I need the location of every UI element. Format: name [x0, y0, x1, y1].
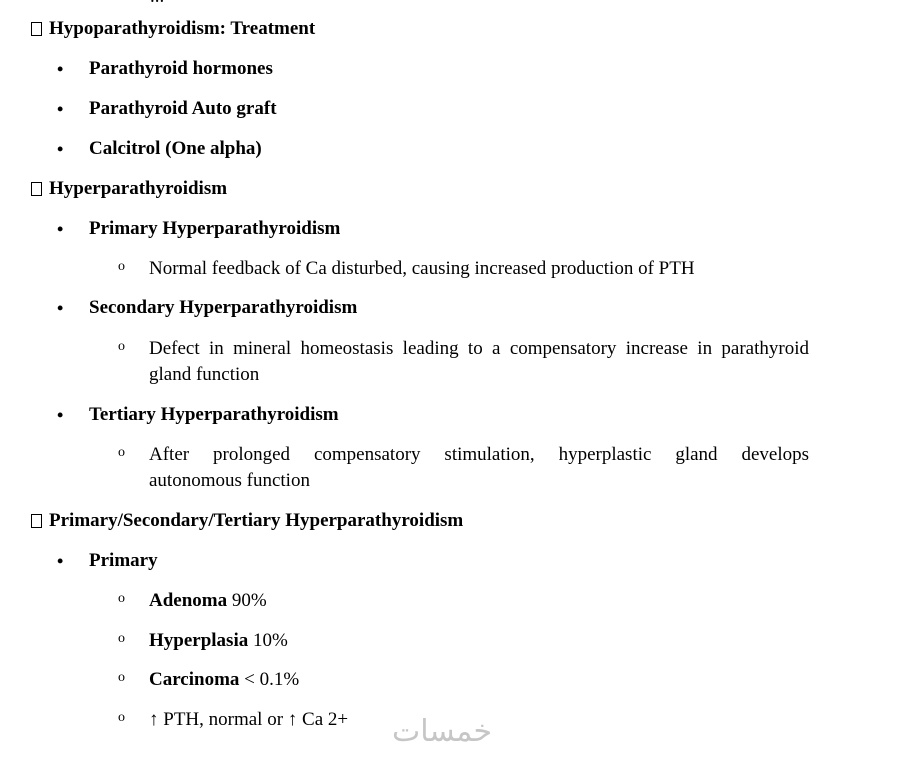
sub-list-item-line: Defect in mineral homeostasis leading to a compensatory increase in parathyroid — [149, 338, 809, 359]
bullet-icon: • — [57, 404, 64, 425]
term: Carcinoma — [149, 669, 240, 690]
term-value: < 0.1% — [239, 669, 300, 690]
bullet-icon: • — [57, 58, 64, 79]
list-item — [57, 218, 340, 240]
section-title: Primary/Secondary/Tertiary Hyperparathyroidism — [49, 510, 464, 531]
list-item-label: Tertiary Hyperparathyroidism — [89, 404, 339, 425]
section-title: Hyperparathyroidism — [49, 178, 228, 199]
circle-bullet-icon: o — [118, 339, 125, 354]
list-item-label: Secondary Hyperparathyroidism — [89, 297, 358, 318]
term-value: ↑ PTH, normal or ↑ Ca 2+ — [149, 709, 349, 730]
sub-list-item — [118, 256, 809, 282]
list-item — [57, 98, 277, 120]
sub-list-item-text — [149, 588, 809, 614]
list-item — [57, 550, 158, 572]
sub-list-item-line: autonomous function — [149, 470, 310, 491]
watermark-logo: خمسات — [392, 714, 493, 749]
list-item-label: Parathyroid Auto graft — [89, 98, 277, 119]
list-item — [57, 58, 273, 80]
sub-list-item-line: After prolonged compensatory stimulation, hyperplastic gland develops — [149, 444, 809, 465]
term-value: 90% — [227, 590, 267, 611]
list-item-label: Primary Hyperparathyroidism — [89, 218, 341, 239]
bullet-icon: • — [57, 550, 64, 571]
section-heading-hypoparathyroidism-treatment — [31, 18, 315, 40]
circle-bullet-icon: o — [118, 445, 125, 460]
cut-off-top-line — [150, 0, 790, 6]
list-item — [57, 404, 339, 426]
sub-list-item-line: gland function — [149, 364, 260, 385]
circle-bullet-icon: o — [118, 259, 125, 274]
circle-bullet-icon: o — [118, 710, 125, 725]
checkbox-glyph-icon — [31, 182, 42, 196]
circle-bullet-icon: o — [118, 631, 125, 646]
sub-list-item — [118, 667, 809, 693]
section-heading-primary-secondary-tertiary — [31, 510, 463, 532]
sub-list-item-text — [149, 628, 809, 654]
circle-bullet-icon: o — [118, 591, 125, 606]
term: Adenoma — [149, 590, 228, 611]
bullet-icon: • — [57, 218, 64, 239]
circle-bullet-icon: o — [118, 670, 125, 685]
bullet-icon: • — [57, 138, 64, 159]
list-item — [57, 297, 357, 319]
section-heading-hyperparathyroidism — [31, 178, 227, 200]
checkbox-glyph-icon — [31, 514, 42, 528]
term-value: 10% — [248, 630, 288, 651]
list-item-label: Primary — [89, 550, 158, 571]
sub-list-item — [118, 628, 809, 654]
sub-list-item — [118, 336, 809, 388]
checkbox-glyph-icon — [31, 22, 42, 36]
list-item-label: Parathyroid hormones — [89, 58, 273, 79]
list-item-label: Calcitrol (One alpha) — [89, 138, 262, 159]
sub-list-item-text — [149, 442, 809, 494]
sub-list-item — [118, 442, 809, 494]
bullet-icon: • — [57, 297, 64, 318]
list-item — [57, 138, 262, 160]
sub-list-item-text — [149, 667, 809, 693]
sub-list-item — [118, 588, 809, 614]
bullet-icon: • — [57, 98, 64, 119]
section-title: Hypoparathyroidism: Treatment — [49, 18, 316, 39]
term: Hyperplasia — [149, 630, 249, 651]
sub-list-item-text: Normal feedback of Ca disturbed, causing increased production of PTH — [149, 258, 695, 279]
sub-list-item-text — [149, 336, 809, 388]
